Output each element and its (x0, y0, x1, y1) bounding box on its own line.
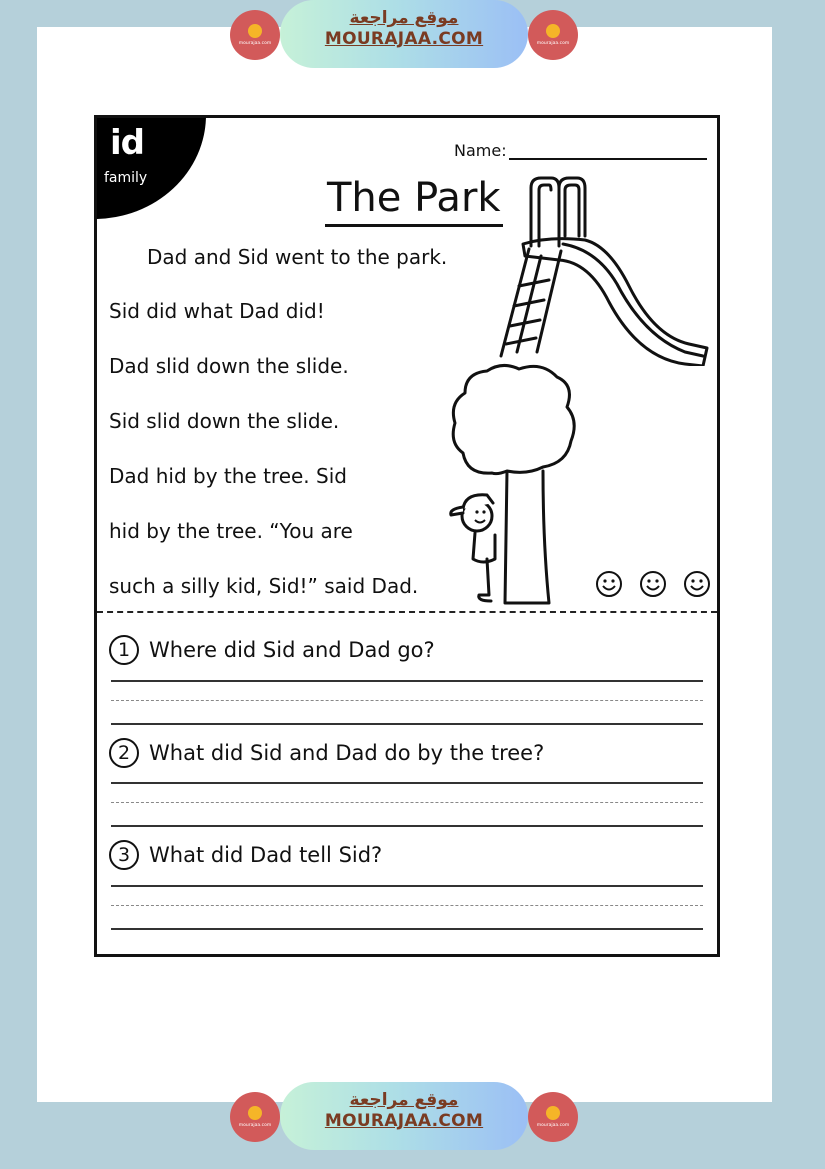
smiley-icon[interactable] (639, 570, 667, 598)
site-link-pill[interactable] (280, 1082, 528, 1150)
logo-icon (546, 1106, 560, 1120)
story-line: Dad hid by the tree. Sid (109, 464, 347, 488)
badge-caption: mourajaa.com (238, 1123, 272, 1128)
story-line: such a silly kid, Sid!” said Dad. (109, 574, 419, 598)
answer-line[interactable] (111, 928, 703, 930)
story-line: Sid slid down the slide. (109, 409, 340, 433)
answer-guide-line (111, 700, 703, 701)
header-banner (230, 0, 580, 70)
logo-icon (248, 24, 262, 38)
badge-caption: mourajaa.com (238, 41, 272, 46)
question-1 (109, 635, 435, 665)
footer-banner (230, 1082, 580, 1152)
question-number: 1 (109, 635, 139, 665)
smiley-icon[interactable] (595, 570, 623, 598)
name-blank-line[interactable] (509, 140, 707, 160)
story-line: Dad slid down the slide. (109, 354, 349, 378)
site-url[interactable]: MOURAJAA.COM (324, 29, 484, 49)
story-line: Sid did what Dad did! (109, 299, 325, 323)
answer-line[interactable] (111, 782, 703, 784)
badge-caption: mourajaa.com (536, 41, 570, 46)
word-family-label: id (110, 123, 144, 163)
name-label: Name: (454, 141, 507, 160)
question-2 (109, 738, 544, 768)
site-name-arabic[interactable]: موقع مراجعة (349, 1090, 459, 1110)
section-divider (97, 611, 717, 613)
question-number: 3 (109, 840, 139, 870)
story-line: hid by the tree. “You are (109, 519, 353, 543)
badge-caption: mourajaa.com (536, 1123, 570, 1128)
page-title: The Park (325, 174, 503, 227)
answer-guide-line (111, 802, 703, 803)
smiley-icon[interactable] (683, 570, 711, 598)
word-family-tab (94, 115, 206, 219)
site-name-arabic[interactable]: موقع مراجعة (349, 8, 459, 28)
site-url[interactable]: MOURAJAA.COM (324, 1111, 484, 1131)
slide-icon (489, 176, 711, 366)
worksheet (94, 115, 720, 957)
rating-smileys (595, 570, 711, 598)
question-text: What did Dad tell Sid? (149, 843, 383, 867)
site-badge (230, 10, 280, 60)
question-text: Where did Sid and Dad go? (149, 638, 435, 662)
logo-icon (546, 24, 560, 38)
answer-line[interactable] (111, 723, 703, 725)
logo-icon (248, 1106, 262, 1120)
site-link-pill[interactable] (280, 0, 528, 68)
question-text: What did Sid and Dad do by the tree? (149, 741, 545, 765)
name-field (454, 140, 707, 160)
answer-line[interactable] (111, 825, 703, 827)
story-line: Dad and Sid went to the park. (147, 245, 448, 269)
answer-guide-line (111, 905, 703, 906)
site-badge (528, 1092, 578, 1142)
word-family-sub: family (104, 170, 148, 186)
site-badge (528, 10, 578, 60)
answer-line[interactable] (111, 680, 703, 682)
question-number: 2 (109, 738, 139, 768)
answer-line[interactable] (111, 885, 703, 887)
tree-with-boy-icon (447, 363, 592, 608)
question-3 (109, 840, 382, 870)
site-badge (230, 1092, 280, 1142)
